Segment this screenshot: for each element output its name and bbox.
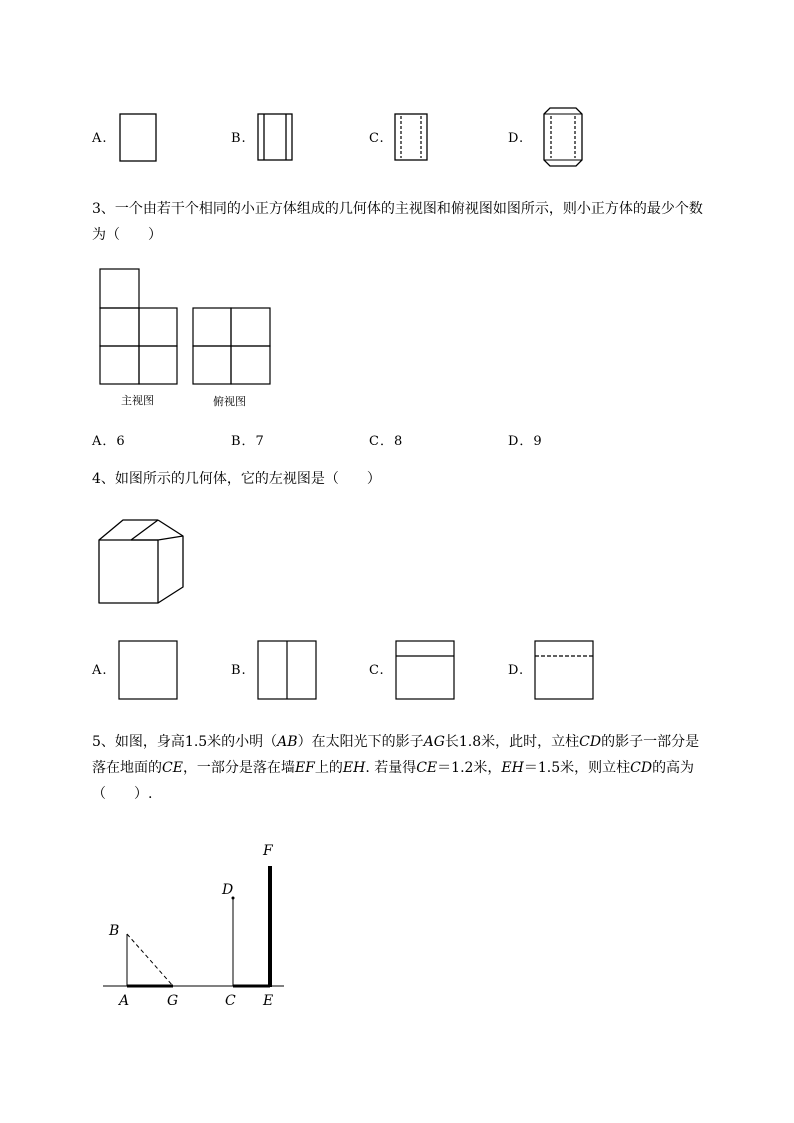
q5-label-g: G [167,993,179,1009]
q4-solid-figure [97,518,187,606]
q2-option-c-figure[interactable] [393,112,433,162]
q5-ray-bg [127,934,173,986]
q3-stem-line2: 为（ ） [92,227,162,243]
q4-option-b-figure[interactable] [257,640,319,702]
q5-label-c: C [225,993,236,1009]
q5-line1-ab: AB [277,734,298,750]
q5-line2-ce2: CE [416,760,438,776]
q5-line1-cd: CD [579,734,602,750]
q5-line2-part-e: ＝1.2米， [437,760,502,776]
q5-line2-ef: EF [294,760,315,776]
q5-line2-part-g: 的高为 [652,760,695,776]
q5-line1-ag: AG [423,734,445,750]
q3-option-b[interactable]: B．7 [231,434,265,449]
q5-stem-line3: （ ）. [92,786,153,802]
q4-option-b-label[interactable]: B. [231,663,247,678]
q3-front-view-label: 主视图 [121,394,154,407]
q3-top-view-figure [192,307,272,387]
q4-option-d-label[interactable]: D. [508,663,525,678]
q5-line1-part-a: 5、如图，身高1.5米的小明（ [92,734,278,750]
q4-option-a-figure[interactable] [118,640,180,702]
q5-label-a: A [119,993,130,1009]
q5-line2-part-b: ，一部分是落在墙 [182,760,295,776]
q4-option-a-label[interactable]: A. [92,663,108,678]
q4-option-c-label[interactable]: C. [369,663,385,678]
q3-stem-line1: 3、一个由若干个相同的小正方体组成的几何体的主视图和俯视图如图所示，则小正方体的最少个数 [92,201,703,217]
q3-option-d[interactable]: D．9 [508,434,543,449]
q2-option-b-figure[interactable] [256,112,296,162]
q5-line1-part-b: ）在太阳光下的影子 [297,734,424,750]
q5-line2-part-f: ＝1.5米，则立柱 [523,760,631,776]
q5-line2-part-a: 落在地面的 [92,760,162,776]
q5-stem-line1 [92,729,699,755]
q2-option-b-label[interactable]: B. [231,131,247,146]
q5-line2-eh: EH [342,760,366,776]
q5-label-e: E [263,993,274,1009]
q5-line1-part-c: 长1.8米，此时，立柱 [444,734,580,750]
q2-option-a-label[interactable]: A. [92,131,108,146]
q3-top-view-label: 俯视图 [213,395,246,408]
q2-option-d-figure[interactable] [538,106,590,168]
q5-line2-cd: CD [630,760,653,776]
q5-line2-part-c: 上的 [314,760,343,776]
q5-line2-part-d: . 若量得 [365,760,417,776]
q2-option-a-figure[interactable] [118,112,158,162]
q5-line2-ce: CE [162,760,183,776]
q5-line1-part-d: 的影子一部分是 [601,734,700,750]
q4-stem: 4、如图所示的几何体，它的左视图是（ ） [92,471,381,487]
q5-line2-eh2: EH [501,760,524,776]
q2-option-c-label[interactable]: C. [369,131,385,146]
q5-label-b: B [109,923,120,939]
q3-option-a[interactable]: A．6 [92,434,126,449]
q5-label-d: D [222,882,234,898]
q4-option-d-figure[interactable] [534,640,596,702]
q5-stem-line2 [92,755,694,781]
q3-front-view-figure [99,268,179,386]
q5-label-f: F [263,843,273,859]
q3-option-c[interactable]: C．8 [369,434,404,449]
q2-option-d-label[interactable]: D. [508,131,525,146]
q4-option-c-figure[interactable] [395,640,457,702]
